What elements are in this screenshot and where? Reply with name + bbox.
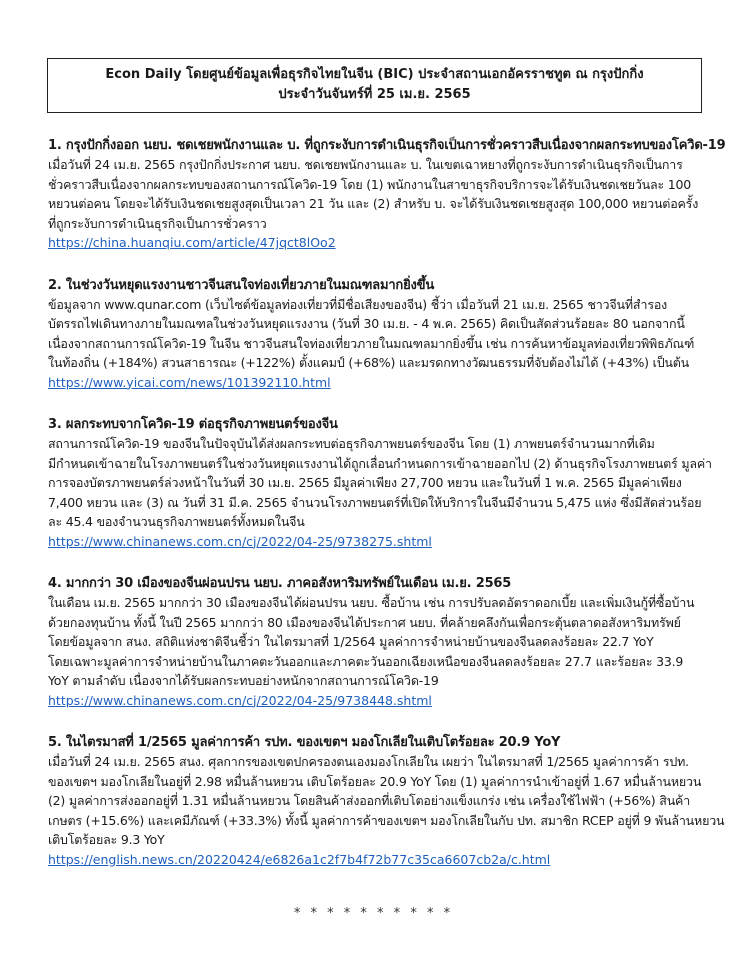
body-line: โดยเฉพาะมูลค่าการจำหน่ายบ้านในภาคตะวันออกและภาคตะวันออกเฉียงเหนือของจีนลดลงร้อยละ 27.7 และร้อยละ 33.9 — [48, 653, 684, 669]
body-line: YoY ตามลำดับ เนื่องจากได้รับผลกระทบอย่างหนักจากสถานการณ์โควิด-19 — [48, 673, 439, 688]
news-item-2 — [48, 276, 708, 393]
news-item-3 — [48, 415, 712, 551]
news-title: 5. ในไตรมาสที่ 1/2565 มูลค่าการค้า รปท. ของเขตฯ มองโกเลียในเติบโตร้อยละ 20.9 YoY — [48, 735, 561, 750]
source-link[interactable]: https://www.yicai.com/news/101392110.html — [48, 374, 331, 390]
news-body — [48, 752, 725, 850]
news-body — [48, 155, 708, 233]
body-line: 7,400 หยวน และ (3) ณ วันที่ 31 มี.ค. 2565 จำนวนโรงภาพยนตร์ที่เปิดให้บริการในจีนมีจำนวน 5,475 แห่ง ซึ่งมีสัดส่วนร้อย — [48, 494, 702, 510]
news-item-4 — [48, 574, 708, 710]
body-line: โดยข้อมูลจาก สนง. สถิติแห่งชาติจีนชี้ว่า ในไตรมาสที่ 1/2564 มูลค่าการจำหน่ายบ้านของจีนลดลงร้อยละ 22.7 YoY — [48, 634, 654, 649]
body-line: ชั่วคราวสืบเนื่องจากผลกระทบของสถานการณ์โควิด-19 โดย (1) พนักงานในสาขาธุรกิจบริการจะได้รับเงินชดเชยวันละ 100 — [48, 176, 692, 192]
source-link[interactable]: https://www.chinanews.com.cn/cj/2022/04-25/9738275.shtml — [48, 533, 432, 549]
body-line: บัตรรถไฟเดินทางภายในมณฑลในช่วงวันหยุดแรงงาน (วันที่ 30 เม.ย. - 4 พ.ค. 2565) คิดเป็นสัดส่วนร้อยละ 80 นอกจากนี้ — [48, 316, 685, 331]
news-body — [48, 295, 708, 373]
header-date: ประจำวันจันทร์ที่ 25 เม.ย. 2565 — [278, 87, 471, 102]
body-line: ด้วยกองทุนบ้าน ทั้งนี้ ในปี 2565 มากกว่า 80 เมืองของจีนได้ประกาศ นยบ. ที่คล้ายคลึงกันเพื่อกระตุ้นตลาดอสังหาริมทรัพย์ — [48, 614, 681, 630]
body-line: เกษตร (+15.6%) และเคมีภัณฑ์ (+33.3%) ทั้งนี้ มูลค่าการค้าของเขตฯ มองโกเลียในกับ ปท. สมาชิก RCEP อยู่ที่ 9 พันล้านหยวน — [48, 812, 725, 828]
news-item-5 — [48, 733, 725, 869]
body-line: (2) มูลค่าการส่งออกอยู่ที่ 1.31 หมื่นล้านหยวน โดยสินค้าส่งออกที่เติบโตอย่างแข็งแกร่ง เช่น เครื่องใช้ไฟฟ้า (+56%) สินค้า — [48, 793, 691, 808]
end-separator: * * * * * * * * * * — [293, 906, 454, 921]
body-line: สถานการณ์โควิด-19 ของจีนในปัจจุบันได้ส่งผลกระทบต่อธุรกิจภาพยนตร์ของจีน โดย (1) ภาพยนตร์จำนวนมากที่เดิม — [48, 436, 655, 451]
body-line: เมื่อวันที่ 24 เม.ย. 2565 สนง. ศุลกากรของเขตปกครองตนเองมองโกเลียใน เผยว่า ในไตรมาสที่ 1/2565 มูลค่าการค้า รปท. — [48, 754, 689, 769]
body-line: ข้อมูลจาก www.qunar.com (เว็บไซต์ข้อมูลท่องเที่ยวที่มีชื่อเสียงของจีน) ชี้ว่า เมื่อวันที่ 21 เม.ย. 2565 ชาวจีนที่สำรอง — [48, 296, 668, 312]
body-line: ที่ถูกระงับการดำเนินธุรกิจเป็นการชั่วคราว — [48, 215, 267, 231]
source-link[interactable]: https://www.chinanews.com.cn/cj/2022/04-25/9738448.shtml — [48, 692, 432, 708]
news-item-1 — [48, 136, 726, 253]
body-line: ในเดือน เม.ย. 2565 มากกว่า 30 เมืองของจีนได้ผ่อนปรน นยบ. ซื้อบ้าน เช่น การปรับลดอัตราดอกเบี้ย และเพิ่มเงินกู้ที่ซื้อบ้าน — [48, 595, 695, 610]
body-line: เมื่อวันที่ 24 เม.ย. 2565 กรุงปักกิ่งประกาศ นยบ. ชดเชยพนักงานและ บ. ในเขตเฉาหยางที่ถูกระงับการดำเนินธุรกิจเป็นการ — [48, 157, 683, 172]
news-body — [48, 434, 712, 532]
body-line: ละ 45.4 ของจำนวนธุรกิจภาพยนตร์ทั้งหมดในจีน — [48, 514, 305, 529]
news-content — [48, 136, 726, 892]
source-link[interactable]: https://english.news.cn/20220424/e6826a1c2f7b4f72b77c35ca6607cb2a/c.html — [48, 851, 551, 867]
body-line: มีกำหนดเข้าฉายในโรงภาพยนตร์ในช่วงวันหยุดแรงงานได้ถูกเลื่อนกำหนดการเข้าฉายออกไป (2) ด้านธุรกิจโรงภาพยนตร์ มูลค่า — [48, 455, 712, 471]
body-line: ของเขตฯ มองโกเลียในอยู่ที่ 2.98 หมื่นล้านหยวน เติบโตร้อยละ 20.9 YoY โดย (1) มูลค่าการนำเข้าอยู่ที่ 1.67 หมื่นล้านหยวน — [48, 773, 702, 789]
body-line: หยวนต่อคน โดยจะได้รับเงินชดเชยสูงสุดเป็นเวลา 21 วัน และ (2) สำหรับ บ. จะได้รับเงินชดเชยสูงสุด 100,000 หยวนต่อครั้ง — [48, 196, 699, 211]
news-body — [48, 593, 708, 691]
news-title: 1. กรุงปักกิ่งออก นยบ. ชดเชยพนักงานและ บ. ที่ถูกระงับการดำเนินธุรกิจเป็นการชั่วคราวสืบเนื่องจากผลกระทบของโควิด-19 — [48, 138, 726, 153]
body-line: เนื่องจากสถานการณ์โควิด-19 ในจีน ชาวจีนสนใจท่องเที่ยวภายในมณฑลมากยิ่งขึ้น เช่น การค้นหาข้อมูลท่องเที่ยวพิพิธภัณฑ์ — [48, 335, 695, 351]
body-line: ในท้องถิ่น (+184%) สวนสาธารณะ (+122%) ตั้งแคมป์ (+68%) และมรดกทางวัฒนธรรมที่จับต้องไม่ได้ (+43%) เป็นต้น — [48, 355, 690, 370]
news-title: 4. มากกว่า 30 เมืองของจีนผ่อนปรน นยบ. ภาคอสังหาริมทรัพย์ในเดือน เม.ย. 2565 — [48, 576, 512, 591]
news-title: 3. ผลกระทบจากโควิด-19 ต่อธุรกิจภาพยนตร์ของจีน — [48, 417, 338, 432]
header-title: Econ Daily โดยศูนย์ข้อมูลเพื่อธุรกิจไทยในจีน (BIC) ประจำสถานเอกอัครราชทูต ณ กรุงปักกิ่ง — [105, 67, 644, 82]
body-line: การจองบัตรภาพยนตร์ล่วงหน้าในวันที่ 30 เม.ย. 2565 มีมูลค่าเพียง 27,700 หยวน และในวันที่ 1 พ.ค. 2565 มีมูลค่าเพียง — [48, 475, 682, 490]
news-title: 2. ในช่วงวันหยุดแรงงานชาวจีนสนใจท่องเที่ยวภายในมณฑลมากยิ่งขึ้น — [48, 277, 435, 293]
header-box — [47, 58, 702, 113]
source-link[interactable]: https://china.huanqiu.com/article/47jqct8lOo2 — [48, 235, 336, 250]
body-line: เติบโตร้อยละ 9.3 YoY — [48, 832, 165, 847]
